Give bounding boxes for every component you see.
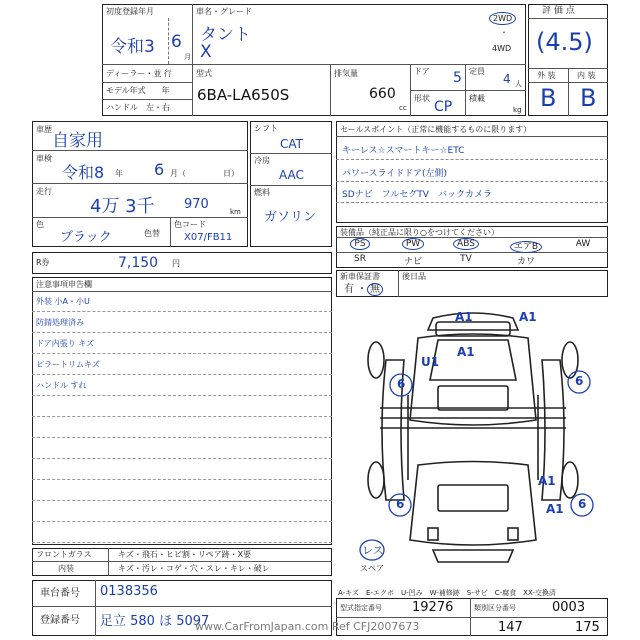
shape-label: 形状 [414,94,430,103]
shaken-era: 令和8 [62,163,105,182]
car-name-label: 車名・グレード [196,7,252,16]
equip-pw: PW [390,239,436,249]
later-label: 後日品 [402,272,426,281]
equip-abs: ABS [443,239,489,249]
car-diagram [338,300,608,580]
model-year-label: モデル年式 年 [106,86,170,95]
type-label: 型式 [196,69,212,78]
displacement-label: 排気量 [334,69,358,78]
kg-unit: kg [513,106,522,114]
equip-leather: カワ [516,257,535,267]
color-change-label: 色替 [144,229,160,238]
score-label: 評 価 点 [542,6,575,16]
watermark: www.CarFromJapan.com Ref CFJ2007673 [195,620,420,633]
notes-row [32,375,332,396]
notes-row [32,501,332,522]
car-name: タント [200,25,251,45]
glass-interior-label: 内装 [58,564,74,573]
month-unit: 月 [184,53,191,61]
mark-6-rear-left-tire: 6 [396,497,405,511]
warranty-dot: ・ [357,284,367,295]
shape-value: CP [434,99,453,115]
grade: X [200,42,212,62]
notes-row-text: ハンドル すれ [36,381,87,390]
mark-u1-left: U1 [421,355,440,369]
notes-row [32,459,332,480]
drive-4wd: 4WD [492,44,512,53]
notes-row [32,417,332,438]
ac-value: AAC [279,168,304,182]
ac-label: 冷房 [254,156,270,165]
notes-row-text: 防錆処理済み [36,318,84,327]
door-label: ドア [414,67,430,76]
equipment-label: 装備品（純正品に限り○をつけてください） [340,228,499,237]
capacity-value: 4 [503,72,511,86]
recycle-box [32,252,332,274]
notes-row-text: ドア内張り キズ [36,339,95,348]
mileage-value: 4万 3千 [90,196,155,217]
chassis-label: 車台番号 [40,588,80,599]
spare-caption: スペア [360,564,384,573]
handle-label: ハンドル 左・右 [106,103,170,112]
mileage-label: 走行 [36,187,52,196]
km-unit: km [230,208,241,216]
year-unit: 年 [115,169,123,178]
drive-dot: ・ [500,28,508,37]
drive-2wd: 2WD [489,12,516,25]
class-value: 0003 [552,600,586,615]
class-label: 類別区分番号 [474,604,516,612]
sales-label: セールスポイント（正常に機能するものに限ります） [340,125,532,134]
notes-row [32,480,332,501]
notes-row [32,312,332,333]
interior-label: 内 装 [577,71,596,80]
exterior-label: 外 装 [537,71,556,80]
shift-label: シフト [254,124,278,133]
front-glass-label: フロントガラス [36,550,92,559]
notes-row [32,438,332,459]
notes-list [32,291,332,543]
type-value: 6BA-LA650S [197,86,290,104]
warranty-yes: 有 [344,284,354,295]
chassis-value: 0138356 [100,584,158,599]
plate-label: 登録番号 [40,615,80,626]
fuel-label: 燃料 [254,188,270,197]
glass-interior-value: キズ・汚レ・コゲ・穴・スレ・キレ・破レ [118,564,270,573]
notes-row-text: ピラートリムキズ [36,360,100,369]
shaken-month: 6 [154,160,165,179]
capacity-label: 定員 [469,67,485,76]
notes-row [32,522,332,543]
equip-sr: SR [354,254,366,264]
warranty-label: 新車保証書 [340,272,380,281]
inspection-label: 車歴 [36,125,52,134]
shaken-label: 車検 [36,154,52,163]
color-code-value: X07/FB11 [184,232,233,243]
equip-airbag: エアB [503,239,549,252]
shift-value: CAT [280,137,303,151]
equip-ps: PS [337,239,383,249]
color-value: ブラック [60,230,112,245]
spare-value: レス [362,544,384,557]
notes-row [32,396,332,417]
first-reg-label: 初度登録年月 [106,7,154,16]
door-value: 5 [453,70,462,86]
type-spec-label: 型式指定番号 [340,604,382,612]
capacity-unit: 人 [515,80,522,88]
mark-a1-hood: A1 [457,345,475,359]
interior-grade: B [580,84,597,112]
footer-extra-left: 147 [498,620,523,635]
mark-6-rear-right-tire: 6 [578,497,587,511]
notes-row [32,354,332,375]
dealer-label: ディーラー・並 行 [106,69,172,78]
notes-label: 注意事項申告欄 [36,280,92,289]
type-spec-value: 19276 [412,600,454,615]
color-code-label: 色コード [174,220,206,229]
mark-6-front-right-tire: 6 [575,374,584,388]
score-value: (4.5) [536,28,593,56]
notes-row-text: 外装 小A・小U [36,297,90,306]
load-label: 積載 [469,94,485,103]
mark-a1-rear-bumper: A1 [546,502,564,516]
first-reg-era: 令和3 [110,37,155,57]
recycle-label: R券 [36,258,50,267]
fuel-value: ガソリン [264,210,317,225]
sales-item-2: パワースライドドア(左側) [342,169,448,179]
day-unit: 日） [223,169,239,178]
month-unit-2: 月（ [170,169,186,178]
front-glass-value: キズ・飛石・ヒビ割・リペア跡・X要 [118,550,252,559]
mark-a1-front-right: A1 [519,310,537,324]
plate-value: 足立 580 ほ 5097 [100,614,210,629]
displacement-value: 660 [369,86,396,102]
notes-row [32,291,332,312]
mark-a1-front-left: A1 [455,310,473,324]
damage-legend: A-キズ E-エクボ U-凹み W-補修跡 S-サビ C-腐食 XX-交換済 [338,589,556,597]
sales-item-3: SDナビ フルセグTV バックカメラ [342,190,492,200]
footer-extra-right: 175 [575,620,600,635]
yen-unit: 円 [172,259,180,268]
equip-tv: TV [460,254,472,264]
warranty-no: 無 [367,283,383,296]
exterior-grade: B [540,84,557,112]
recycle-value: 7,150 [118,255,159,271]
inspection-value: 自家用 [52,131,103,151]
mark-6-front-left-tire: 6 [397,377,406,391]
color-label: 色 [36,220,44,229]
equip-aw: AW [575,239,591,249]
mark-a1-rear-right: A1 [538,474,556,488]
sales-item-1: キーレス☆スマートキー☆ETC [342,146,465,156]
first-reg-month: 6 [171,32,182,52]
equip-navi: ナビ [403,257,422,267]
mileage-extra: 970 [184,197,209,212]
cc-unit: cc [399,104,407,112]
notes-row [32,333,332,354]
